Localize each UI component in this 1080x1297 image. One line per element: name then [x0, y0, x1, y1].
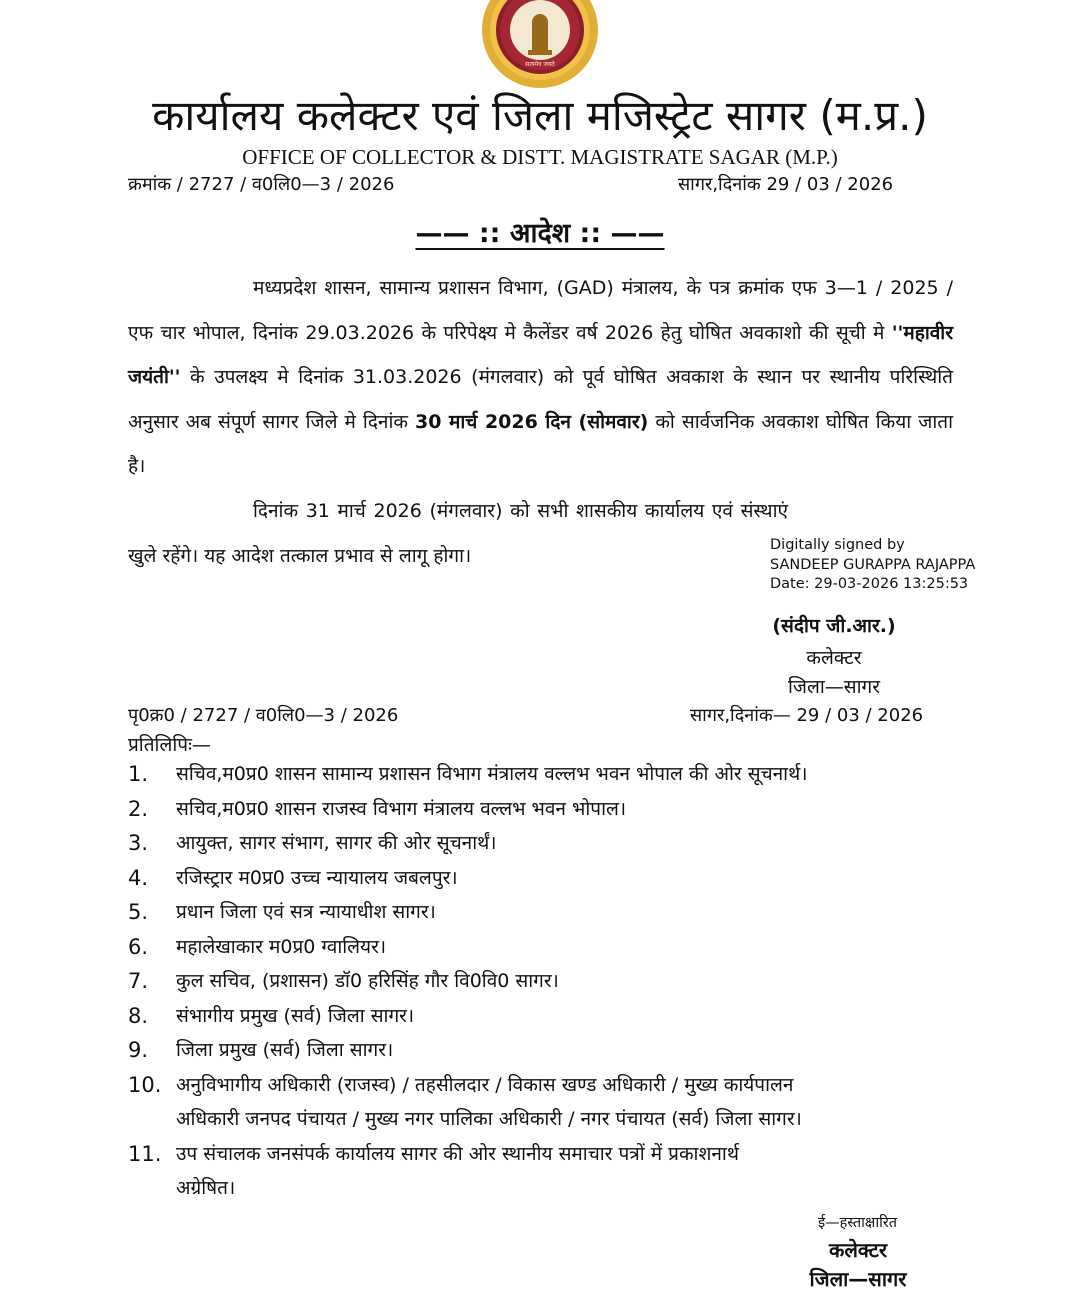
copy-recipient-number: 6.	[128, 934, 149, 959]
copy-recipient-number: 10.	[128, 1072, 162, 1097]
order-paragraph-2	[128, 489, 788, 578]
copy-recipient-item	[128, 792, 998, 827]
para1-prefix: मध्यप्रदेश शासन, सामान्य प्रशासन विभाग, (GAD) मंत्रालय, के पत्र क्रमांक एफ 3—1 / 2025 / एफ चार भोपाल, दिनांक 29.03.2026 के परिपेक्ष्य मे कैलेंडर वर्ष 2026 हेतु घोषित अवकाशो की सूची मे	[128, 277, 953, 344]
copy-recipient-number: 9.	[128, 1038, 149, 1062]
copy-recipient-number: 3.	[128, 831, 149, 855]
order-place-date: सागर,दिनांक 29 / 03 / 2026	[678, 174, 894, 195]
declared-holiday-date: 30 मार्च 2026 दिन (सोमवार)	[414, 410, 649, 433]
order-paragraph-1	[128, 266, 953, 489]
e-signed-label: ई—हस्ताक्षारित	[817, 1215, 898, 1231]
copy-recipient-text: प्रधान जिला एवं सत्र न्यायाधीश सागर।	[176, 901, 436, 923]
copy-recipient-text: सचिव,म0प्र0 शासन राजस्व विभाग मंत्रालय वल्लभ भवन भोपाल।	[176, 797, 627, 820]
copy-recipient-text: संभागीय प्रमुख (सर्व) जिला सागर।	[176, 1004, 415, 1027]
copy-recipient-number: 11.	[128, 1141, 162, 1166]
copy-recipient-text: सचिव,म0प्र0 शासन सामान्य प्रशासन विभाग मंत्रालय वल्लभ भवन भोपाल की ओर सूचनार्थ।	[176, 763, 808, 785]
copy-recipients-list	[128, 757, 998, 1206]
copy-heading: प्रतिलिपिः—	[128, 734, 211, 756]
copy-recipient-item	[128, 1033, 998, 1068]
copy-recipient-number: 8.	[128, 1003, 149, 1028]
digital-signature-date: Date: 29-03-2026 13:25:53	[770, 576, 969, 592]
signatory-designation: कलेक्टर	[806, 647, 862, 669]
signatory-district: जिला—सागर	[787, 676, 881, 698]
footer-designation: कलेक्टर	[828, 1238, 888, 1262]
copy-recipient-number: 5.	[128, 900, 149, 924]
para1-suffix: को सार्वजनिक अवकाश घोषित किया जाता है।	[128, 410, 953, 477]
digital-signature-line: Digitally signed by	[770, 537, 905, 553]
holiday-name: ''महावीर जयंती''	[128, 321, 953, 388]
copy-recipient-number: 7.	[128, 969, 149, 993]
office-title-english: OFFICE OF COLLECTOR & DISTT. MAGISTRATE SAGAR (M.P.)	[242, 145, 838, 169]
copy-recipient-number: 1.	[128, 762, 149, 786]
copy-recipient-item	[128, 861, 998, 896]
svg-text:सत्यमेव जयते: सत्यमेव जयते	[525, 61, 555, 68]
copy-recipient-text: जिला प्रमुख (सर्व) जिला सागर।	[176, 1039, 394, 1061]
digital-signature-block	[770, 536, 975, 595]
copy-recipient-text: रजिस्ट्रार म0प्र0 उच्च न्यायालय जबलपुर।	[176, 866, 458, 889]
copy-recipient-item	[128, 1137, 998, 1206]
copy-recipient-number: 2.	[128, 796, 149, 821]
footer-district: जिला—सागर	[809, 1267, 907, 1291]
digital-signature-name: SANDEEP GURAPPA RAJAPPA	[770, 556, 976, 573]
copy-recipient-text: उप संचालक जनसंपर्क कार्यालय सागर की ओर स्थानीय समाचार पत्रों में प्रकाशनार्थ अग्रेषित।	[176, 1142, 739, 1199]
signatory-name: (संदीप जी.आर.)	[772, 615, 896, 637]
government-emblem-logo	[480, 0, 600, 88]
copy-recipient-text: आयुक्त, सागर संभाग, सागर की ओर सूचनार्थं।	[176, 832, 497, 854]
order-reference-number: क्रमांक / 2727 / व0लि0—3 / 2026	[128, 174, 395, 195]
copy-recipient-item	[128, 930, 998, 965]
endorsement-place-date: सागर,दिनांक— 29 / 03 / 2026	[690, 705, 924, 726]
copy-recipient-item	[128, 826, 998, 861]
copy-recipient-text: अनुविभागीय अधिकारी (राजस्व) / तहसीलदार / विकास खण्ड अधिकारी / मुख्य कार्यपालन अधिकारी जनपद पंचायत / मुख्य नगर पालिका अधिकारी / नगर पंचायत (सर्व) जिला सागर।	[176, 1073, 802, 1130]
copy-recipient-item	[128, 964, 998, 999]
copy-recipient-text: महालेखाकार म0प्र0 ग्वालियर।	[176, 935, 387, 958]
copy-recipient-item	[128, 757, 998, 792]
order-title: —— :: आदेश :: ——	[415, 218, 665, 249]
endorsement-reference-number: पृ0क्र0 / 2727 / व0लि0—3 / 2026	[128, 705, 399, 726]
copy-recipient-text: कुल सचिव, (प्रशासन) डॉ0 हरिसिंह गौर वि0वि0 सागर।	[176, 970, 559, 992]
copy-recipient-number: 4.	[128, 865, 149, 890]
office-title-hindi: कार्यालय कलेक्टर एवं जिला मजिस्ट्रेट सागर (म.प्र.)	[152, 91, 928, 140]
para1-middle: के उपलक्ष्य मे दिनांक 31.03.2026 (मंगलवार) को पूर्व घोषित अवकाश के स्थान पर स्थानीय परिस्थिति अनुसार अब संपूर्ण सागर जिले मे दिनांक	[128, 366, 953, 433]
copy-recipient-item	[128, 1068, 998, 1137]
copy-recipient-item	[128, 895, 998, 930]
para2-text: दिनांक 31 मार्च 2026 (मंगलवार) को सभी शासकीय कार्यालय एवं संस्थाएं खुले रहेंगे। यह आदेश तत्काल प्रभाव से लागू होगा।	[128, 500, 788, 567]
copy-recipient-item	[128, 999, 998, 1034]
